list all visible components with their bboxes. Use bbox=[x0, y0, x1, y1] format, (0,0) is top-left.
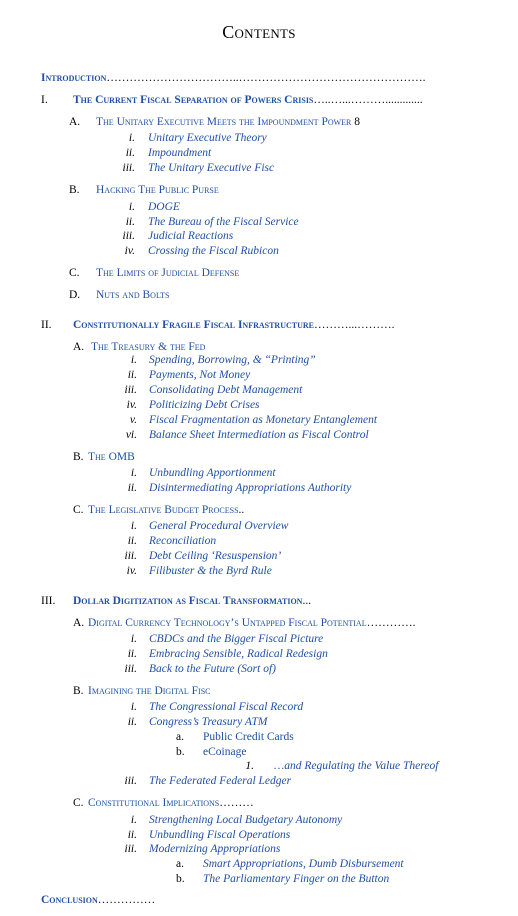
item-numeral: ii. bbox=[127, 829, 137, 841]
toc-item[interactable]: General Procedural Overview bbox=[149, 520, 289, 532]
section-number: C. bbox=[73, 504, 84, 516]
toc-item[interactable]: Embracing Sensible, Radical Redesign bbox=[149, 648, 328, 660]
section-number: A. bbox=[73, 617, 85, 629]
item-numeral: ii. bbox=[127, 535, 137, 547]
page-title: Contents bbox=[222, 22, 296, 42]
page-number: 8 bbox=[354, 116, 361, 128]
toc-sub-item[interactable]: The Parliamentary Finger on the Button bbox=[203, 873, 390, 885]
sub-item-letter: b. bbox=[176, 873, 185, 885]
toc-sub-item[interactable]: Public Credit Cards bbox=[203, 731, 294, 743]
toc-item[interactable]: The Federated Federal Ledger bbox=[149, 775, 292, 787]
item-numeral: iv. bbox=[124, 245, 135, 257]
toc-part-3-a[interactable]: Digital Currency Technology’s Untapped Fiscal Potential…………. bbox=[88, 617, 416, 629]
toc-item[interactable]: Filibuster & the Byrd Rule bbox=[149, 565, 272, 577]
toc-item[interactable]: Consolidating Debt Management bbox=[149, 384, 303, 396]
toc-item[interactable]: CBDCs and the Bigger Fiscal Picture bbox=[149, 633, 324, 645]
toc-item[interactable]: Congress’s Treasury ATM bbox=[149, 716, 268, 728]
item-numeral: iii. bbox=[124, 550, 137, 562]
toc-item[interactable]: Impoundment bbox=[148, 147, 212, 159]
toc-item[interactable]: Disintermediating Appropriations Authority bbox=[149, 482, 352, 494]
toc-part-2-c[interactable]: The Legislative Budget Process.. bbox=[88, 504, 245, 516]
toc-part-1-c[interactable]: The Limits of Judicial Defense bbox=[96, 267, 240, 279]
sub-item-letter: a. bbox=[176, 858, 184, 870]
section-number: B. bbox=[73, 685, 84, 697]
toc-item[interactable]: Fiscal Fragmentation as Monetary Entanglement bbox=[149, 414, 378, 426]
toc-item[interactable]: Balance Sheet Intermediation as Fiscal Control bbox=[149, 429, 369, 441]
item-numeral: i. bbox=[130, 814, 137, 826]
section-number: D. bbox=[69, 289, 81, 301]
item-numeral: i. bbox=[130, 701, 137, 713]
toc-item[interactable]: DOGE bbox=[148, 201, 180, 213]
toc-part-1[interactable]: The Current Fiscal Separation of Powers Crisis…..…...………............. bbox=[73, 94, 423, 106]
toc-item[interactable]: The Bureau of the Fiscal Service bbox=[148, 216, 299, 228]
part-number: III. bbox=[41, 595, 56, 607]
item-numeral: v. bbox=[129, 414, 137, 426]
toc-part-3-b[interactable]: Imagining the Digital Fisc bbox=[88, 685, 211, 697]
section-number: A. bbox=[73, 341, 85, 353]
item-numeral: iii. bbox=[124, 843, 137, 855]
toc-item[interactable]: Payments, Not Money bbox=[149, 369, 251, 381]
toc-part-3-c[interactable]: Constitutional Implications……… bbox=[88, 797, 254, 809]
item-numeral: iii. bbox=[124, 775, 137, 787]
item-numeral: ii. bbox=[127, 482, 137, 494]
toc-part-1-b[interactable]: Hacking The Public Purse bbox=[96, 184, 219, 196]
toc-item[interactable]: Spending, Borrowing, & “Printing” bbox=[149, 354, 316, 366]
section-number: B. bbox=[73, 451, 84, 463]
toc-introduction[interactable]: Introduction……………………………..…………………………………………. bbox=[41, 72, 426, 84]
item-numeral: i. bbox=[128, 201, 135, 213]
item-numeral: ii. bbox=[127, 716, 137, 728]
part-number: II. bbox=[41, 319, 52, 331]
item-numeral: i. bbox=[130, 520, 137, 532]
toc-part-2-b[interactable]: The OMB bbox=[88, 451, 135, 463]
toc-part-2-a[interactable]: The Treasury & the Fed bbox=[91, 341, 206, 353]
toc-sub-item[interactable]: Smart Appropriations, Dumb Disbursement bbox=[203, 858, 404, 870]
item-numeral: i. bbox=[130, 633, 137, 645]
toc-item[interactable]: Modernizing Appropriations bbox=[149, 843, 281, 855]
item-numeral: ii. bbox=[127, 369, 137, 381]
toc-part-1-a[interactable]: The Unitary Executive Meets the Impoundment Power 8 bbox=[96, 116, 361, 128]
item-numeral: iv. bbox=[126, 565, 137, 577]
item-numeral: ii. bbox=[125, 216, 135, 228]
item-numeral: iii. bbox=[124, 663, 137, 675]
item-numeral: vi. bbox=[125, 429, 137, 441]
toc-sub-item[interactable]: eCoinage bbox=[203, 746, 247, 758]
item-numeral: i. bbox=[128, 132, 135, 144]
toc-item[interactable]: Politicizing Debt Crises bbox=[149, 399, 260, 411]
section-number: C. bbox=[73, 797, 84, 809]
item-numeral: ii. bbox=[125, 147, 135, 159]
sub-item-letter: b. bbox=[176, 746, 185, 758]
section-number: A. bbox=[69, 116, 81, 128]
toc-part-1-d[interactable]: Nuts and Bolts bbox=[96, 289, 170, 301]
toc-item[interactable]: Unbundling Apportionment bbox=[149, 467, 276, 479]
item-numeral: iii. bbox=[122, 162, 135, 174]
item-numeral: iii. bbox=[124, 384, 137, 396]
toc-item[interactable]: Strengthening Local Budgetary Autonomy bbox=[149, 814, 343, 826]
toc-item[interactable]: Crossing the Fiscal Rubicon bbox=[148, 245, 279, 257]
toc-sub-sub-item[interactable]: …and Regulating the Value Thereof bbox=[274, 760, 439, 772]
toc-item[interactable]: Debt Ceiling ‘Resuspension’ bbox=[149, 550, 282, 562]
toc-item[interactable]: Reconciliation bbox=[149, 535, 217, 547]
item-numeral: i. bbox=[130, 354, 137, 366]
item-numeral: ii. bbox=[127, 648, 137, 660]
toc-item[interactable]: Back to the Future (Sort of) bbox=[149, 663, 276, 675]
sub-sub-item-number: 1. bbox=[245, 760, 254, 772]
toc-item[interactable]: Judicial Reactions bbox=[148, 230, 234, 242]
item-numeral: iv. bbox=[126, 399, 137, 411]
toc-item[interactable]: The Unitary Executive Fisc bbox=[148, 162, 275, 174]
toc-item[interactable]: Unbundling Fiscal Operations bbox=[149, 829, 291, 841]
part-number: I. bbox=[41, 94, 48, 106]
section-number: C. bbox=[69, 267, 80, 279]
sub-item-letter: a. bbox=[176, 731, 184, 743]
toc-part-3[interactable]: Dollar Digitization as Fiscal Transformation... bbox=[73, 595, 312, 607]
toc-part-2[interactable]: Constitutionally Fragile Fiscal Infrastructure………...………. bbox=[73, 319, 395, 331]
section-number: B. bbox=[69, 184, 80, 196]
toc-item[interactable]: Unitary Executive Theory bbox=[148, 132, 267, 144]
toc-conclusion[interactable]: Conclusion…………… bbox=[41, 894, 156, 906]
item-numeral: i. bbox=[130, 467, 137, 479]
toc-item[interactable]: The Congressional Fiscal Record bbox=[149, 701, 304, 713]
item-numeral: iii. bbox=[122, 230, 135, 242]
